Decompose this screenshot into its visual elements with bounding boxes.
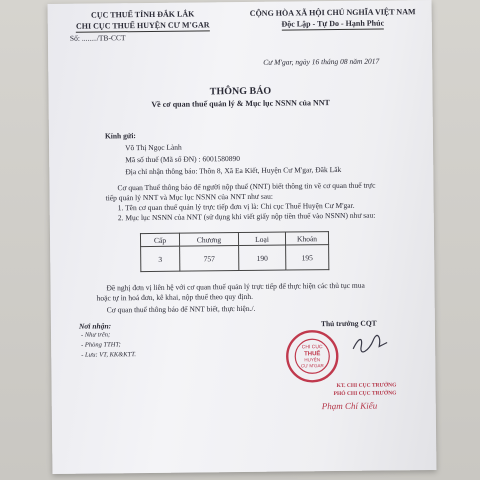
deputy-line1: KT. CHI CỤC TRƯỞNG [336,382,397,390]
document-page [48,0,437,474]
document-title: THÔNG BÁO [209,85,272,98]
seal-text: THUẾ [304,351,321,358]
closing-line3: Cơ quan thuế thông báo để NNT biết, thực hiện./. [106,303,256,315]
recipients-line: - Lưu: VT, KK&KTT. [81,351,137,359]
table-header-cell: Chương [179,233,238,247]
table-cell: 757 [180,246,239,272]
seal-text: CƯ M'GAR [300,363,324,369]
intro-line2: tiếp quản lý NNT và Mục lục NSNN của NNT như sau: [105,191,273,203]
recipient-address: Địa chỉ nhận thông báo: Thôn 8, Xã Ea Kiết, Huyện Cư M'gar, Đăk Lăk [125,164,342,177]
document-subtitle: Về cơ quan thuế quản lý & Mục lục NSNN của NNT [151,98,330,109]
official-seal-stamp [285,329,340,384]
item-1: 1. Tên cơ quan thuế quản lý trực tiếp đơn vị là: Chi cục Thuế Huyện Cư M'gar. [117,200,355,213]
recipients-label: Nơi nhận: [78,321,112,331]
table-cell: 195 [286,245,329,270]
recipient-tax-id: Mã số thuế (Mã số ĐN) : 6001580890 [125,154,241,165]
closing-line2: hoặc tự in hoá đơn, kê khai, nộp thuế theo quy định. [96,291,254,303]
issuer-line1: CỤC THUẾ TỈNH ĐẮK LẮK [90,9,195,20]
issue-date: Cư M'gar, ngày 16 tháng 08 năm 2017 [263,56,380,67]
document-number: Số: ......../TB-CCT [69,33,126,43]
recipient-name: Võ Thị Ngọc Lành [125,142,182,153]
national-line1: CỘNG HÒA XÃ HỘI CHỦ NGHĨA VIỆT NAM [249,7,416,18]
signer-name: Phạm Chí Kiểu [321,400,378,412]
table-header-cell: Cấp [140,233,179,246]
issuer-line2: CHI CỤC THUẾ HUYỆN CƯ M'GAR [75,20,210,31]
seal-text: HUYỆN [304,357,321,363]
signature-scribble [351,332,391,354]
item-2: 2. Mục lục NSNN của NNT (sử dụng khi viết giấy nộp tiền thuế vào NSNN) như sau: [117,210,376,223]
national-motto: Độc Lập - Tự Do - Hạnh Phúc [281,18,385,29]
national-header [238,6,428,31]
budget-index-table [140,231,329,272]
table-header-cell: Khoản [285,232,328,245]
table-cell: 190 [239,245,286,270]
closing-line1: Đề nghị đơn vị liên hệ với cơ quan thuế quản lý trực tiếp để thực hiện các thủ tục mua [106,280,365,293]
seal-text: CHI CỤC [301,344,323,351]
table-cell: 3 [141,246,180,271]
signature-title: Thủ trưởng CQT [320,318,377,329]
table-row [141,245,329,272]
recipients-line: - Như trên; [80,331,111,339]
table-header-cell: Loại [238,232,285,245]
intro-line1: Cơ quan Thuế thông báo để người nộp thuế (NNT) biết thông tin về cơ quan thuế trực [117,180,376,193]
recipient-label: Kính gửi: [104,131,136,141]
recipients-line: - Phòng TTHT; [81,341,121,349]
deputy-line2: PHÓ CHI CỤC TRƯỞNG [333,390,397,398]
issuer-header [68,8,218,33]
